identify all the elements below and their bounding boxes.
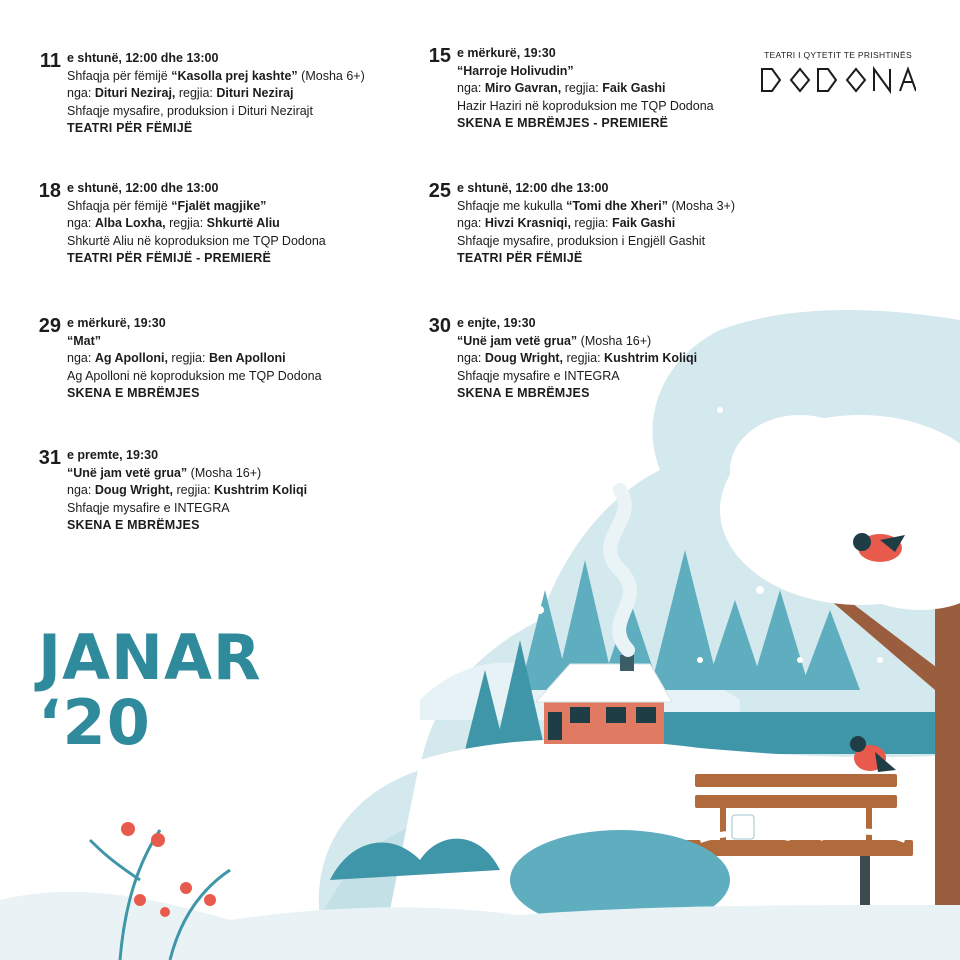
event-venue: SKENA E MBRËMJES: [457, 386, 590, 400]
event-venue: SKENA E MBRËMJES: [67, 386, 200, 400]
event-venue: TEATRI PËR FËMIJË: [67, 121, 193, 135]
theatre-org-name: TEATRI I QYTETIT TE PRISHTINËS: [764, 50, 912, 60]
event-author: Doug Wright,: [94, 483, 174, 497]
event-time: e mërkurë, 19:30: [67, 316, 166, 330]
event-day: 11: [39, 50, 61, 72]
by-label: nga:: [457, 351, 485, 365]
event-desc: Shfaqje me kukulla: [457, 198, 567, 213]
event-title: “Fjalët magjike”: [171, 198, 267, 213]
by-label: nga:: [457, 81, 485, 95]
event-18: [38, 180, 326, 268]
event-time: e mërkurë, 19:30: [457, 46, 556, 60]
event-age: (Mosha 16+): [577, 333, 652, 348]
dodona-logo: [760, 66, 916, 94]
event-venue: TEATRI PËR FËMIJË - PREMIERË: [67, 251, 272, 265]
month-name: JANAR: [38, 621, 262, 694]
director-label: regjia:: [175, 86, 217, 100]
month-year: ‘20: [38, 686, 151, 759]
event-note: Shfaqje mysafire e INTEGRA: [67, 500, 230, 515]
event-title: “Tomi dhe Xheri”: [566, 198, 668, 213]
director-label: regjia:: [165, 216, 207, 230]
event-note: Shfaqje mysafire, produksion i Engjëll Gashit: [457, 233, 706, 248]
event-note: Shfaqje mysafire e INTEGRA: [457, 368, 620, 383]
event-25: [428, 180, 736, 268]
event-title: “Mat”: [67, 333, 102, 348]
event-note: Hazir Haziri në koproduksion me TQP Dodona: [457, 98, 714, 113]
event-director: Faik Gashi: [602, 81, 666, 95]
event-29: [38, 315, 322, 403]
event-desc: Shfaqja për fëmijë: [67, 68, 172, 83]
event-time: e enjte, 19:30: [457, 316, 536, 330]
event-time: e shtunë, 12:00 dhe 13:00: [67, 181, 219, 195]
event-age: (Mosha 3+): [667, 198, 736, 213]
event-title: “Harroje Holivudin”: [457, 63, 574, 78]
director-label: regjia:: [563, 351, 605, 365]
event-title: “Unë jam vetë grua”: [67, 465, 188, 480]
director-label: regjia:: [173, 483, 215, 497]
event-venue: TEATRI PËR FËMIJË: [457, 251, 583, 265]
event-director: Dituri Neziraj: [216, 86, 294, 100]
event-desc: Shfaqja për fëmijë: [67, 198, 172, 213]
event-note: Ag Apolloni në koproduksion me TQP Dodona: [67, 368, 322, 383]
event-author: Ag Apolloni,: [94, 351, 168, 365]
month-heading: [38, 621, 262, 759]
event-note: Shfaqje mysafire, produksion i Dituri Nezirajt: [67, 103, 313, 118]
event-director: Shkurtë Aliu: [206, 216, 280, 230]
event-day: 31: [38, 447, 61, 469]
event-author: Doug Wright,: [484, 351, 564, 365]
event-director: Faik Gashi: [611, 216, 676, 230]
event-venue: SKENA E MBRËMJES: [67, 518, 200, 532]
event-title: “Kasolla prej kashte”: [171, 68, 298, 83]
event-30: [428, 315, 698, 403]
event-age: (Mosha 6+): [297, 68, 365, 83]
by-label: nga:: [67, 483, 95, 497]
by-label: nga:: [67, 351, 95, 365]
event-day: 18: [38, 180, 61, 202]
event-day: 30: [428, 315, 451, 337]
event-day: 25: [428, 180, 451, 202]
event-director: Ben Apolloni: [208, 351, 286, 365]
by-label: nga:: [67, 86, 95, 100]
event-director: Kushtrim Koliqi: [604, 351, 698, 365]
event-author: Alba Loxha,: [94, 216, 166, 230]
event-time: e shtunë, 12:00 dhe 13:00: [67, 51, 219, 65]
event-title: “Unë jam vetë grua”: [457, 333, 578, 348]
theatre-brand: [752, 50, 924, 99]
director-label: regjia:: [561, 81, 603, 95]
event-time: e shtunë, 12:00 dhe 13:00: [457, 181, 609, 195]
event-author: Miro Gavran,: [484, 81, 562, 95]
event-time: e premte, 19:30: [67, 448, 159, 462]
director-label: regjia:: [570, 216, 612, 230]
event-age: (Mosha 16+): [187, 465, 262, 480]
event-day: 29: [38, 315, 61, 337]
event-note: Shkurtë Aliu në koproduksion me TQP Dodona: [67, 233, 326, 248]
by-label: nga:: [67, 216, 95, 230]
by-label: nga:: [457, 216, 485, 230]
event-author: Hivzi Krasniqi,: [484, 216, 571, 230]
event-11: [39, 50, 365, 138]
event-director: Kushtrim Koliqi: [214, 483, 308, 497]
event-venue: SKENA E MBRËMJES - PREMIERË: [457, 116, 669, 130]
event-day: 15: [428, 45, 451, 67]
director-label: regjia:: [167, 351, 209, 365]
event-author: Dituri Neziraj,: [94, 86, 176, 100]
event-31: [38, 447, 308, 535]
lake: [660, 712, 960, 754]
event-15: [428, 45, 714, 133]
